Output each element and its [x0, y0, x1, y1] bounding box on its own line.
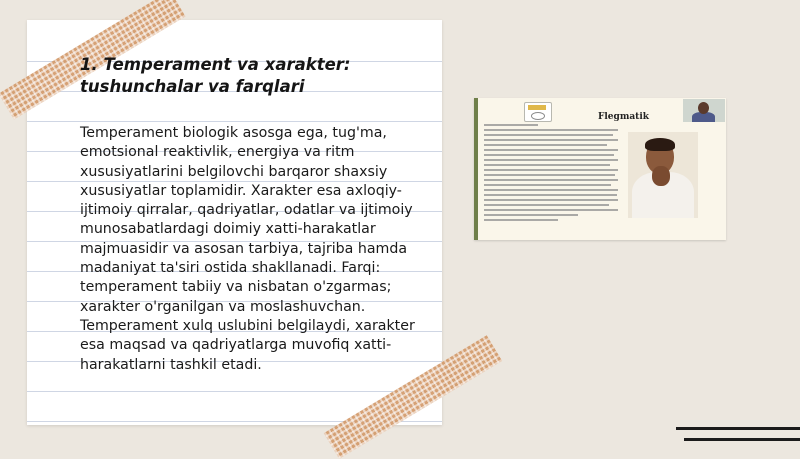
decorative-line	[676, 427, 800, 430]
slide-body-text: Temperament biologik asosga ega, tug'ma, emotsional reaktivlik, energiya va ritm xususiyatlarini belgilovchi barqaror shaxsiy xususiyatlar toplamidir. Xarakter esa axloqiy-ijtimoiy qirralar, qadriyatlar, odatlar va ijtimoiy munosabatlardagi doimiy xatti-harakatlar majmuasidir va asosan tarbiya, tajriba hamda madaniyat ta'siri ostida shakllanadi. Farqi: temperament tabiiy va nisbatan o'zgarmas; xarakter o'rganilgan va moslashuvchan. Temperament xulq uslubini belgilaydi, xarakter esa maqsad va qadriyatlarga muvofiq xatti-harakatlarni tashkil etadi.	[80, 125, 415, 373]
slide-accent-stripe	[474, 98, 478, 240]
slide-title: 1. Temperament va xarakter: tushunchalar va farqlari	[80, 55, 351, 96]
embedded-slide-text	[484, 124, 618, 224]
embedded-slide-photo	[628, 132, 698, 218]
presenter-webcam-thumbnail	[683, 99, 725, 122]
embedded-slide-title: Flegmatik	[598, 112, 649, 122]
slide-logo-icon	[524, 102, 552, 122]
decorative-line	[684, 438, 800, 441]
